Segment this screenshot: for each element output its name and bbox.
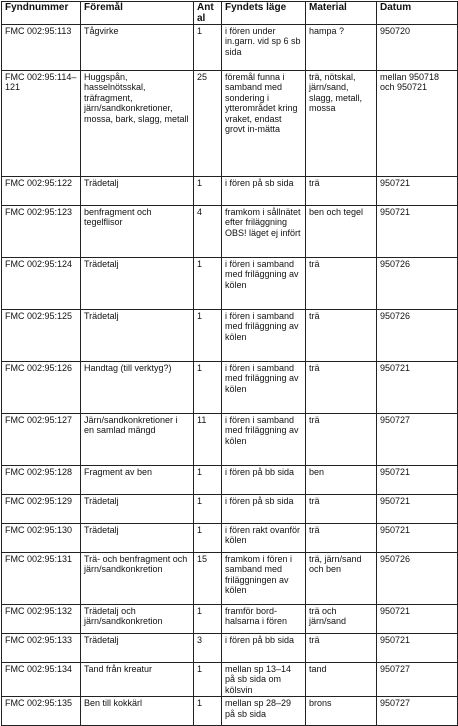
table-row [2, 206, 458, 258]
table-cell: 950721 [377, 605, 458, 634]
table-cell: 1 [194, 697, 222, 726]
table-cell: 4 [194, 206, 222, 258]
table-row [2, 605, 458, 634]
table-cell: FMC 002:95:130 [2, 524, 81, 553]
table-cell: 950721 [377, 177, 458, 206]
table-cell: 1 [194, 25, 222, 71]
table-row [2, 634, 458, 663]
table-cell: i fören på bb sida [222, 466, 306, 495]
table-cell: 1 [194, 663, 222, 697]
table-cell: trä [306, 414, 377, 466]
table-cell: 950726 [377, 553, 458, 605]
table-cell: 950721 [377, 495, 458, 524]
table-cell: trä [306, 524, 377, 553]
table-cell: i fören i samband med friläggning av kölen [222, 414, 306, 466]
table-cell: 1 [194, 605, 222, 634]
table-cell: ben [306, 466, 377, 495]
table-cell: FMC 002:95:114–121 [2, 71, 81, 177]
table-cell: i fören på sb sida [222, 177, 306, 206]
table-cell: FMC 002:95:124 [2, 258, 81, 310]
table-cell: trä [306, 310, 377, 362]
table-cell: Trädetalj [81, 177, 194, 206]
table-row [2, 495, 458, 524]
table-cell: Trädetalj [81, 258, 194, 310]
table-cell: hampa ? [306, 25, 377, 71]
header-row [2, 2, 458, 25]
table-cell: mellan 950718 och 950721 [377, 71, 458, 177]
table-cell: 950727 [377, 697, 458, 726]
table-cell: mellan sp 28–29 på sb sida [222, 697, 306, 726]
table-row [2, 524, 458, 553]
table-cell: FMC 002:95:135 [2, 697, 81, 726]
table-cell: FMC 002:95:134 [2, 663, 81, 697]
table-cell: mellan sp 13–14 på sb sida om kölsvin [222, 663, 306, 697]
table-cell: Tand från kreatur [81, 663, 194, 697]
table-cell: 25 [194, 71, 222, 177]
table-row [2, 414, 458, 466]
table-cell: framkom i fören i samband med friläggningen av kölen [222, 553, 306, 605]
table-cell: 950726 [377, 258, 458, 310]
table-cell: Tågvirke [81, 25, 194, 71]
table-cell: i fören i samband med friläggning av kölen [222, 258, 306, 310]
table-row [2, 697, 458, 726]
table-cell: i fören under in.garn. vid sp 6 sb sida [222, 25, 306, 71]
table-cell: 11 [194, 414, 222, 466]
table-body [2, 25, 458, 726]
header-cell: Fyndnummer [2, 2, 81, 25]
table-cell: framkom i sållnätet efter friläggning OBS! läget ej infört [222, 206, 306, 258]
table-row [2, 258, 458, 310]
table-cell: FMC 002:95:133 [2, 634, 81, 663]
table-cell: 950721 [377, 524, 458, 553]
table-cell: Järn/sandkonkretioner i en samlad mängd [81, 414, 194, 466]
table-row [2, 310, 458, 362]
table-cell: 1 [194, 177, 222, 206]
table-cell: trä [306, 177, 377, 206]
table-cell: Huggspån, hasselnötsskal, träfragment, järn/sandkonkretioner, mossa, bark, slagg, metall [81, 71, 194, 177]
table-cell: 950726 [377, 310, 458, 362]
header-cell: Datum [377, 2, 458, 25]
find-table [1, 1, 458, 726]
table-cell: 950721 [377, 362, 458, 414]
table-cell: 950721 [377, 206, 458, 258]
table-cell: 950721 [377, 466, 458, 495]
table-cell: trä, järn/sand och ben [306, 553, 377, 605]
header-cell: Föremål [81, 2, 194, 25]
table-row [2, 71, 458, 177]
table-row [2, 553, 458, 605]
table-cell: Trädetalj [81, 310, 194, 362]
table-cell: FMC 002:95:123 [2, 206, 81, 258]
table-cell: 1 [194, 524, 222, 553]
table-row [2, 466, 458, 495]
table-cell: 15 [194, 553, 222, 605]
table-cell: Trädetalj [81, 524, 194, 553]
table-cell: trä, nötskal, järn/sand, slagg, metall, mossa [306, 71, 377, 177]
table-cell: 1 [194, 466, 222, 495]
table-cell: 1 [194, 495, 222, 524]
table-cell: Ben till kokkärl [81, 697, 194, 726]
header-cell: Antal [194, 2, 222, 25]
table-cell: i fören i samband med friläggning av kölen [222, 362, 306, 414]
table-cell: Trädetalj [81, 495, 194, 524]
table-cell: i fören på bb sida [222, 634, 306, 663]
table-cell: FMC 002:95:127 [2, 414, 81, 466]
table-cell: trä [306, 634, 377, 663]
table-cell: Trädetalj och järn/sandkonkretion [81, 605, 194, 634]
table-cell: trä [306, 362, 377, 414]
table-cell: benfragment och tegelflisor [81, 206, 194, 258]
table-cell: Handtag (till verktyg?) [81, 362, 194, 414]
table-cell: FMC 002:95:131 [2, 553, 81, 605]
table-cell: ben och tegel [306, 206, 377, 258]
table-cell: 1 [194, 310, 222, 362]
table-cell: i fören på sb sida [222, 495, 306, 524]
table-cell: trä [306, 495, 377, 524]
table-cell: FMC 002:95:132 [2, 605, 81, 634]
table-cell: föremål funna i samband med sondering i ytterområdet kring vraket, endast grovt in-mätta [222, 71, 306, 177]
table-cell: 950721 [377, 634, 458, 663]
table-cell: Fragment av ben [81, 466, 194, 495]
table-cell: 1 [194, 362, 222, 414]
table-row [2, 362, 458, 414]
table-cell: FMC 002:95:125 [2, 310, 81, 362]
table-cell: 950720 [377, 25, 458, 71]
table-cell: FMC 002:95:129 [2, 495, 81, 524]
table-cell: Trä- och benfragment och järn/sandkonkretion [81, 553, 194, 605]
table-cell: brons [306, 697, 377, 726]
table-cell: i fören i samband med friläggning av kölen [222, 310, 306, 362]
table-cell: FMC 002:95:128 [2, 466, 81, 495]
table-cell: 950727 [377, 663, 458, 697]
table-cell: Trädetalj [81, 634, 194, 663]
table-cell: FMC 002:95:122 [2, 177, 81, 206]
table-cell: 3 [194, 634, 222, 663]
table-cell: FMC 002:95:126 [2, 362, 81, 414]
table-cell: tand [306, 663, 377, 697]
table-cell: FMC 002:95:113 [2, 25, 81, 71]
header-cell: Material [306, 2, 377, 25]
table-cell: 950727 [377, 414, 458, 466]
table-cell: i fören rakt ovanför kölen [222, 524, 306, 553]
header-cell: Fyndets läge [222, 2, 306, 25]
table-cell: trä och järn/sand [306, 605, 377, 634]
table-row [2, 25, 458, 71]
table-cell: trä [306, 258, 377, 310]
table-row [2, 177, 458, 206]
table-cell: framför bord-halsarna i fören [222, 605, 306, 634]
table-row [2, 663, 458, 697]
table-cell: 1 [194, 258, 222, 310]
